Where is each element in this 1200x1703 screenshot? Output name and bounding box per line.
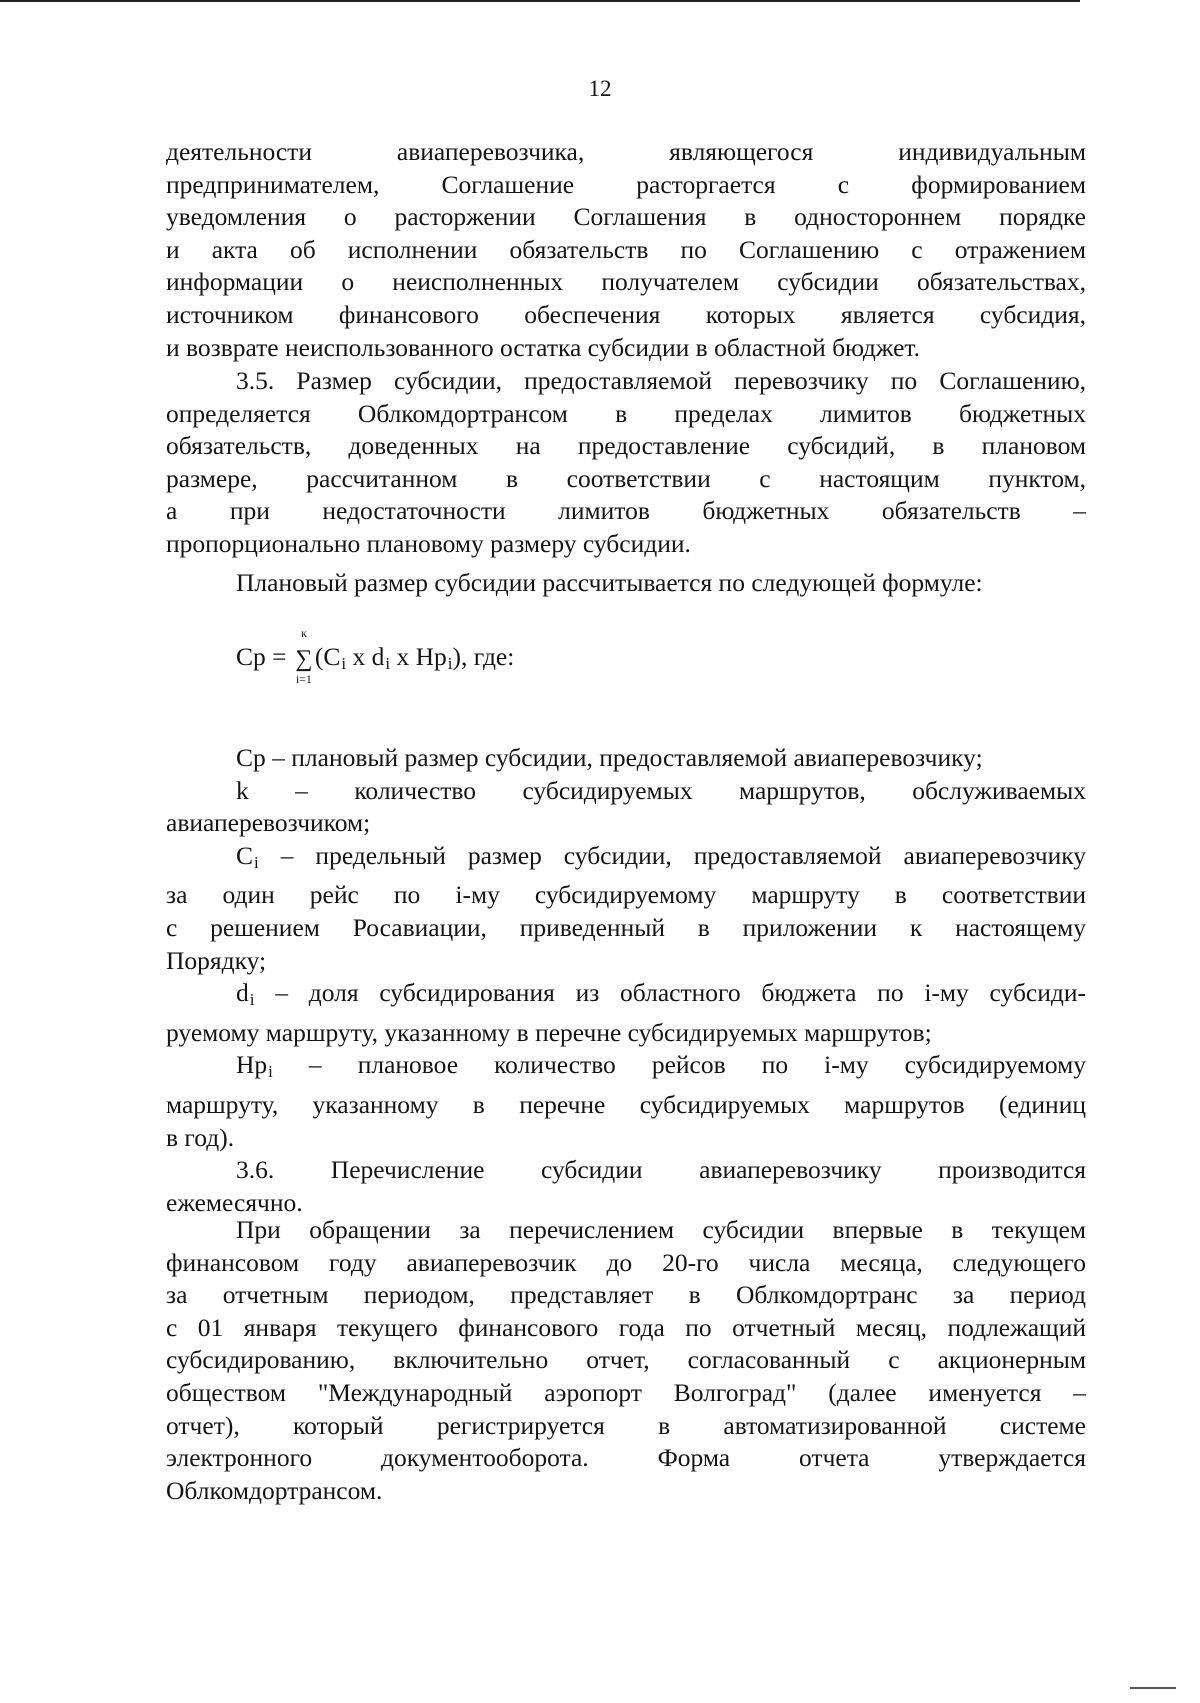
subsidy-formula [236, 625, 515, 686]
symbol-subscript: i [249, 990, 255, 1010]
formula-part: х d [346, 642, 385, 671]
formula-part: х Нр [390, 642, 447, 671]
formula-subscript: i [447, 654, 453, 673]
formula-part: (С [314, 642, 341, 671]
text-line: обязательств, доведенных на предоставление субсидий, в плановом [166, 431, 1086, 461]
formula-intro [166, 567, 1086, 600]
text-line: пропорционально плановому размеру субсидии. [166, 528, 691, 558]
text-line: субсидированию, включительно отчет, согласованный с акционерным [166, 1345, 1086, 1375]
text-line: обществом "Международный аэропорт Волгоград" (далее именуется – [166, 1377, 1086, 1407]
text-line: 3.5. Размер субсидии, предоставляемой перевозчику по Соглашению, [236, 366, 1086, 395]
text-line: информации о неисполненных получателем субсидии обязательствах, [166, 267, 1086, 297]
definition-di-first-line [166, 977, 1086, 1017]
definition-text: – предельный размер субсидии, предоставляемой авиаперевозчику [258, 840, 1086, 870]
text-line: отчет), который регистрируется в автоматизированной системе [166, 1410, 1086, 1440]
paragraph-continuation [166, 136, 1086, 364]
symbol: d [236, 978, 249, 1008]
definition-ci-line: за один рейс по i-му субсидируемому маршруту в соответствии [166, 880, 1086, 910]
definition-ci-line: Порядку; [166, 945, 267, 975]
text-line: Плановый размер субсидии рассчитывается по следующей формуле: [236, 568, 983, 597]
symbol: Нр [236, 1050, 268, 1080]
formula-subscript: i [385, 654, 391, 673]
text-line: деятельности авиаперевозчика, являющегося индивидуальным [166, 137, 1086, 166]
paragraph-3-5 [166, 365, 1086, 561]
definition-di-line: руемому маршруту, указанному в перечне субсидируемых маршрутов; [166, 1017, 932, 1047]
definition-npi-first-line [166, 1049, 1086, 1089]
formula-part: ), где: [452, 642, 515, 671]
text-line: При обращении за перечислением субсидии впервые в текущем [236, 1215, 1086, 1244]
scan-top-edge-line [0, 0, 1080, 2]
symbol: С [236, 840, 254, 870]
sum-sign [295, 625, 313, 686]
paragraph-report [166, 1214, 1086, 1507]
text-line: ежемесячно. [166, 1187, 303, 1217]
text-line: и акта об исполнении обязательств по Соглашению с отражением [166, 234, 1086, 264]
page-number: 12 [588, 76, 612, 101]
sum-symbol: ∑ [295, 645, 313, 672]
text-line: за отчетным периодом, представляет в Облкомдортранс за период [166, 1280, 1086, 1310]
text-line: 3.6. Перечисление субсидии авиаперевозчику производится [236, 1155, 1086, 1185]
text-line: предпринимателем, Соглашение расторгается с формированием [166, 169, 1086, 199]
symbol-subscript: i [254, 852, 259, 872]
sum-upper-limit: к [300, 625, 307, 640]
definition-npi-line: в год). [166, 1122, 235, 1152]
text-line: уведомления о расторжении Соглашения в одностороннем порядке [166, 202, 1086, 232]
formula-lhs: Ср = [236, 642, 287, 671]
text-line: финансовом году авиаперевозчик до 20-го числа месяца, следующего [166, 1247, 1086, 1277]
text-line: электронного документооборота. Форма отчета утверждается [166, 1443, 1086, 1473]
text-line: с 01 января текущего финансового года по отчетный месяц, подлежащий [166, 1312, 1086, 1342]
definition-ci-line: с решением Росавиации, приведенный в приложении к настоящему [166, 912, 1086, 942]
text-line: а при недостаточности лимитов бюджетных обязательств – [166, 496, 1086, 526]
definition-npi-line: маршруту, указанному в перечне субсидируемых маршрутов (единиц [166, 1089, 1086, 1119]
formula-subscript: i [341, 654, 347, 673]
text-line: Облкомдортрансом. [166, 1475, 383, 1505]
definition-ci-first-line [166, 840, 1086, 880]
symbol-subscript: i [268, 1062, 273, 1082]
definitions [166, 742, 1086, 1219]
text-line: и возврате неиспользованного остатка субсидии в областной бюджет. [166, 332, 920, 362]
sum-lower-limit: i=1 [295, 671, 312, 686]
definition-cp: Ср – плановый размер субсидии, предоставляемой авиаперевозчику; [236, 743, 983, 772]
text-line: размере, рассчитанном в соответствии с настоящим пунктом, [166, 463, 1086, 493]
definition-k-line: авиаперевозчиком; [166, 808, 371, 838]
definition-text: – плановое количество рейсов по i-му субсидируемому [272, 1050, 1086, 1080]
scan-corner-mark [1130, 1687, 1176, 1689]
definition-k-line: k – количество субсидируемых маршрутов, обслуживаемых [236, 775, 1086, 805]
text-line: определяется Облкомдортрансом в пределах лимитов бюджетных [166, 398, 1086, 428]
definition-text: – доля субсидирования из областного бюджета по i-му субсиди- [254, 978, 1086, 1008]
text-line: источником финансового обеспечения которых является субсидия, [166, 299, 1086, 329]
